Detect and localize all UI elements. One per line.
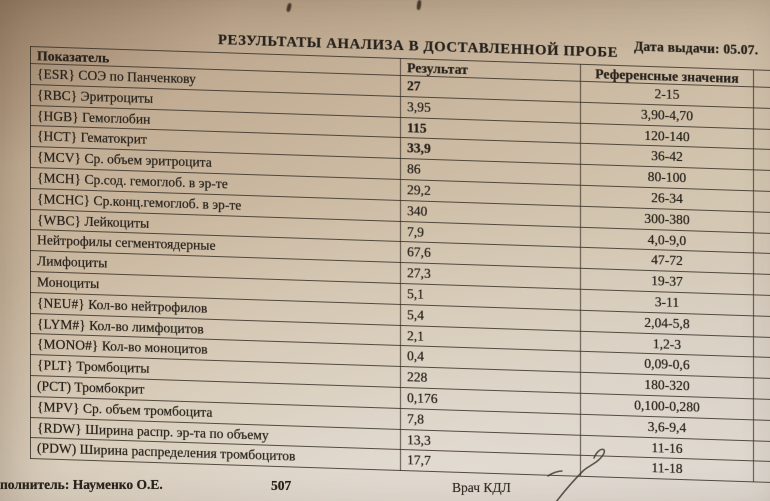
issue-date: Дата выдачи: 05.07. [634, 38, 759, 58]
extra-cell [754, 461, 770, 484]
extra-cell [754, 357, 770, 380]
extra-cell [754, 295, 770, 318]
result-cell: 0,4 [401, 346, 581, 373]
extra-cell [754, 336, 770, 359]
extra-cell [754, 191, 770, 214]
lab-code: 507 [271, 478, 292, 493]
reference-cell: 4,0-9,0 [581, 227, 754, 253]
indicator-cell: {MCV} Ср. объем эритроцита [31, 147, 401, 180]
reference-cell: 11-16 [581, 435, 754, 461]
result-cell: 27 [401, 75, 581, 102]
indicator-cell: {NEU#} Кол-во нейтрофилов [31, 292, 401, 325]
indicator-cell: {RDW} Ширина распр. эр-та по объему [31, 417, 401, 450]
reference-cell: 0,100-0,280 [581, 393, 754, 419]
reference-cell: 2,04-5,8 [581, 310, 754, 336]
column-header-result: Результат [401, 58, 581, 81]
result-cell: 13,3 [401, 429, 581, 456]
indicator-cell: {HCT} Гематокрит [31, 126, 401, 159]
indicator-cell: (PDW) Ширина распределения тромбоцитов [31, 438, 401, 471]
reference-cell: 47-72 [581, 248, 754, 274]
result-cell: 115 [401, 117, 581, 144]
reference-cell: 80-100 [581, 164, 754, 190]
indicator-cell: Нейтрофилы сегментоядерные [31, 230, 401, 263]
reference-cell: 36-42 [581, 144, 754, 170]
reference-cell: 1,2-3 [581, 331, 754, 357]
reference-cell: 11-18 [581, 456, 754, 482]
report-body [30, 26, 770, 485]
reference-cell: 26-34 [581, 185, 754, 211]
indicator-cell: {ESR} СОЭ по Панченкову [31, 64, 401, 97]
extra-cell [754, 108, 770, 131]
result-cell: 86 [401, 159, 581, 186]
reference-cell: 3-11 [581, 289, 754, 315]
extra-cell [754, 232, 770, 255]
doctor-label: Врач КДЛ [452, 480, 511, 495]
reference-cell: 19-37 [581, 268, 754, 294]
reference-cell: 3,90-4,70 [581, 102, 754, 128]
ink-speck-icon [416, 0, 421, 10]
result-cell: 17,7 [401, 450, 581, 477]
extra-cell [754, 87, 770, 110]
indicator-cell: Лимфоциты [31, 251, 401, 284]
indicator-cell: {LYM#} Кол-во лимфоцитов [31, 313, 401, 346]
indicator-cell: Моноциты [31, 271, 401, 304]
result-cell: 7,8 [401, 408, 581, 435]
result-cell: 340 [401, 200, 581, 227]
indicator-cell: {RBC} Эритроциты [31, 84, 401, 117]
reference-cell: 300-380 [581, 206, 754, 232]
extra-cell [754, 399, 770, 422]
result-cell: 7,9 [401, 221, 581, 248]
result-cell: 27,3 [401, 263, 581, 290]
extra-cell [754, 128, 770, 151]
result-cell: 5,4 [401, 304, 581, 331]
result-cell: 29,2 [401, 179, 581, 206]
extra-cell [754, 253, 770, 276]
reference-cell: 3,6-9,4 [581, 414, 754, 440]
indicator-cell: (PCT) Тромбокрит [31, 375, 401, 408]
extra-cell [754, 378, 770, 401]
extra-cell [754, 420, 770, 443]
indicator-cell: {HGB} Гемоглобин [31, 105, 401, 138]
result-cell: 0,176 [401, 387, 581, 414]
reference-cell: 0,09-0,6 [581, 352, 754, 378]
result-cell: 33,9 [401, 138, 581, 165]
reference-cell: 120-140 [581, 123, 754, 149]
reference-cell: 180-320 [581, 372, 754, 398]
indicator-cell: {MONO#} Кол-во моноцитов [31, 334, 401, 367]
result-cell: 2,1 [401, 325, 581, 352]
report-title: РЕЗУЛЬТАТЫ АНАЛИЗА В ДОСТАВЛЕННОЙ ПРОБЕ [217, 32, 619, 61]
extra-cell [754, 170, 770, 193]
column-header-reference: Референсные значения [581, 64, 754, 87]
result-cell: 3,95 [401, 96, 581, 123]
result-cell: 67,6 [401, 242, 581, 269]
extra-cell [754, 274, 770, 297]
extra-cell [754, 440, 770, 463]
indicator-cell: {MCHC} Ср.конц.гемоглоб. в эр-те [31, 188, 401, 221]
indicator-cell: {MCH} Ср.сод. гемоглоб. в эр-те [31, 168, 401, 201]
ink-speck-icon [286, 3, 292, 13]
indicator-cell: {WBC} Лейкоциты [31, 209, 401, 242]
reference-cell: 2-15 [581, 81, 754, 107]
signature-icon [528, 442, 624, 501]
indicator-cell: {MPV} Ср. объем тромбоцита [31, 396, 401, 429]
executor-name: полнитель: Науменко О.Е. [0, 477, 163, 492]
extra-cell [754, 316, 770, 339]
extra-cell [754, 149, 770, 172]
extra-cell [754, 212, 770, 235]
column-header-indicator: Показатель [31, 47, 401, 76]
result-cell: 228 [401, 367, 581, 394]
result-cell: 5,1 [401, 283, 581, 310]
results-table [30, 46, 770, 485]
indicator-cell: {PLT} Тромбоциты [31, 355, 401, 388]
